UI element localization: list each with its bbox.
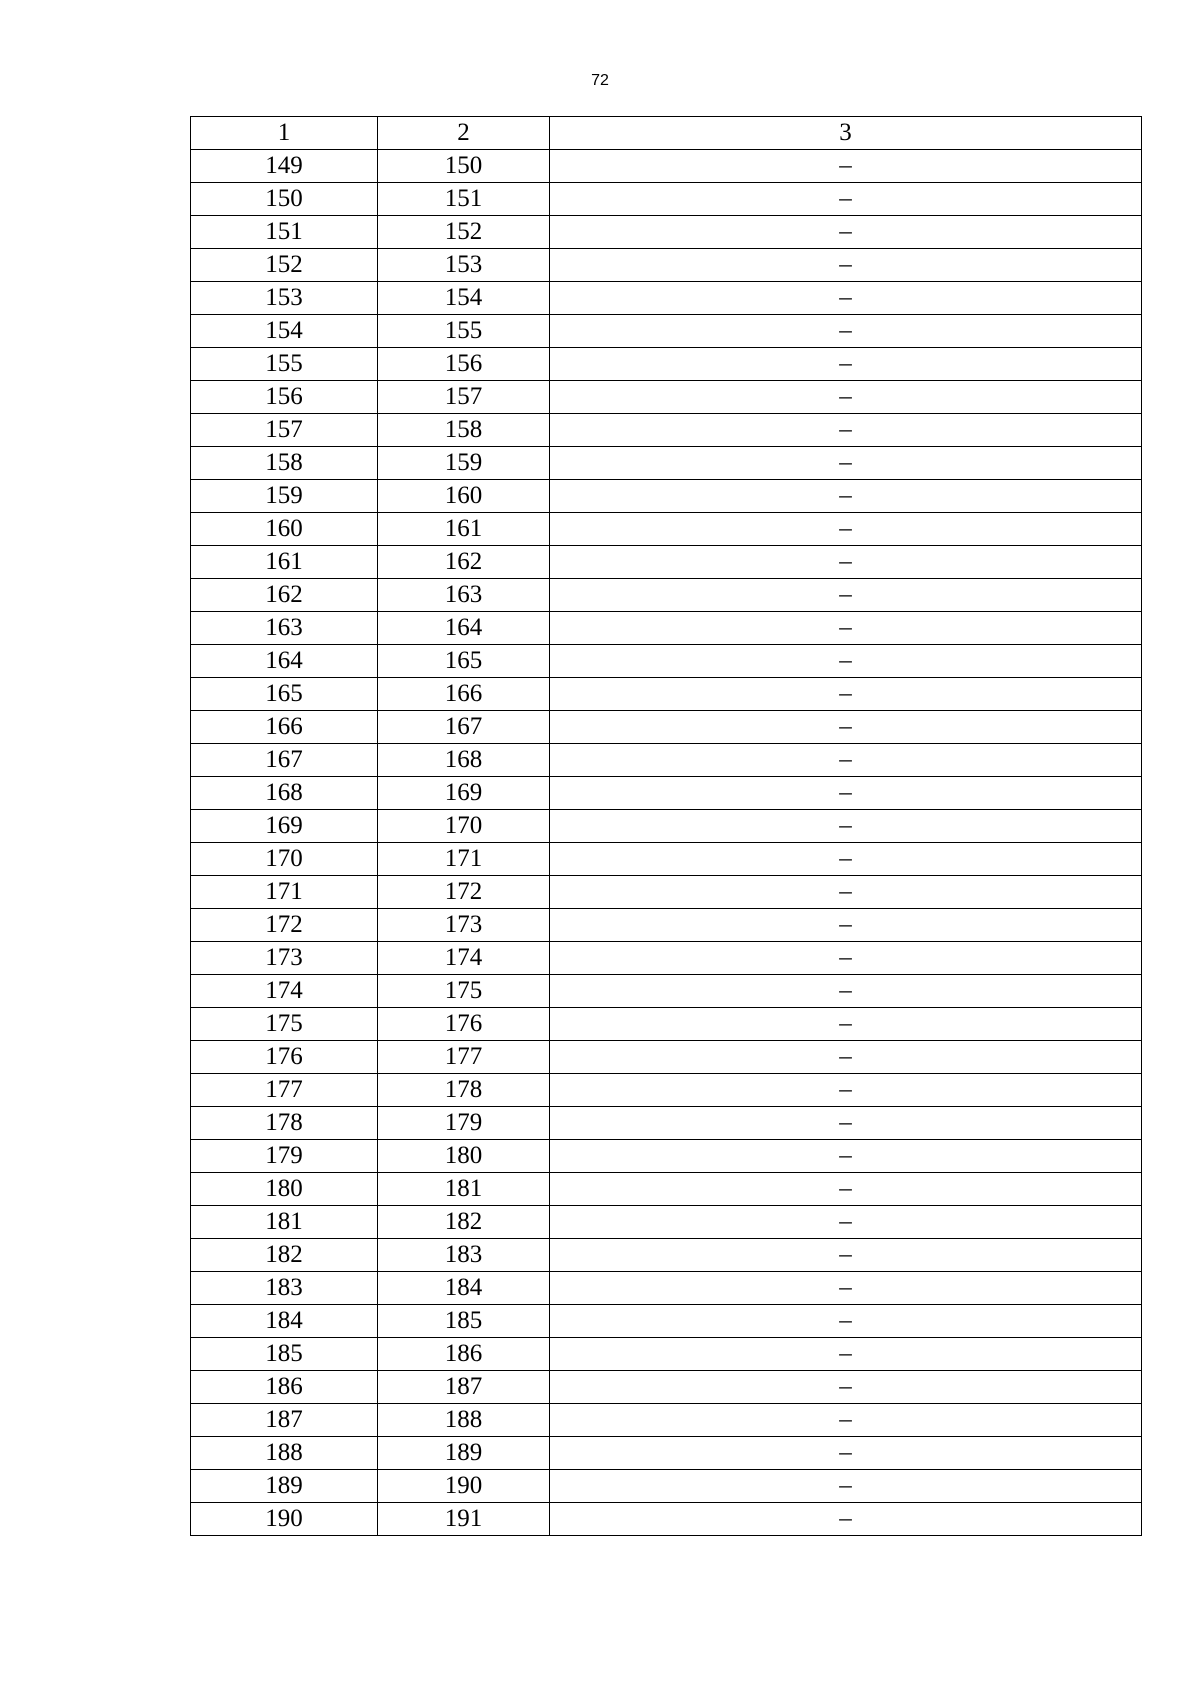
table-cell-col3: –: [550, 1404, 1142, 1437]
table-cell-col2: 176: [378, 1008, 550, 1041]
table-cell-col2: 189: [378, 1437, 550, 1470]
table-cell-col1: 182: [191, 1239, 378, 1272]
table-row: [191, 447, 1142, 480]
table-cell-col1: 157: [191, 414, 378, 447]
table-cell-col2: 185: [378, 1305, 550, 1338]
column-header-1: 1: [191, 117, 378, 150]
table-cell-col1: 170: [191, 843, 378, 876]
table-row: [191, 315, 1142, 348]
table-row: [191, 282, 1142, 315]
table-row: [191, 1041, 1142, 1074]
table-cell-col3: –: [550, 843, 1142, 876]
table-cell-col2: 181: [378, 1173, 550, 1206]
table-cell-col1: 189: [191, 1470, 378, 1503]
table-cell-col1: 162: [191, 579, 378, 612]
table-cell-col1: 174: [191, 975, 378, 1008]
table-cell-col3: –: [550, 546, 1142, 579]
table-cell-col2: 150: [378, 150, 550, 183]
table-cell-col3: –: [550, 1173, 1142, 1206]
table-cell-col3: –: [550, 711, 1142, 744]
table-cell-col3: –: [550, 150, 1142, 183]
table-cell-col1: 155: [191, 348, 378, 381]
table-cell-col2: 171: [378, 843, 550, 876]
table-cell-col1: 158: [191, 447, 378, 480]
table-cell-col1: 159: [191, 480, 378, 513]
table-row: [191, 777, 1142, 810]
table-cell-col3: –: [550, 645, 1142, 678]
table-cell-col2: 166: [378, 678, 550, 711]
table-cell-col3: –: [550, 876, 1142, 909]
table-row: [191, 876, 1142, 909]
table-row: [191, 381, 1142, 414]
table-cell-col2: 178: [378, 1074, 550, 1107]
table-cell-col3: –: [550, 612, 1142, 645]
table-cell-col3: –: [550, 414, 1142, 447]
table-cell-col2: 159: [378, 447, 550, 480]
table-row: [191, 1272, 1142, 1305]
table-row: [191, 1338, 1142, 1371]
table-cell-col1: 183: [191, 1272, 378, 1305]
table-row: [191, 1470, 1142, 1503]
table-cell-col3: –: [550, 1041, 1142, 1074]
table-cell-col2: 190: [378, 1470, 550, 1503]
table-cell-col1: 188: [191, 1437, 378, 1470]
table-cell-col1: 180: [191, 1173, 378, 1206]
table-cell-col3: –: [550, 1107, 1142, 1140]
table-cell-col2: 164: [378, 612, 550, 645]
table-cell-col2: 182: [378, 1206, 550, 1239]
table-cell-col1: 175: [191, 1008, 378, 1041]
table-row: [191, 843, 1142, 876]
table-cell-col2: 161: [378, 513, 550, 546]
table-row: [191, 1239, 1142, 1272]
table-row: [191, 942, 1142, 975]
table-cell-col1: 176: [191, 1041, 378, 1074]
table-row: [191, 711, 1142, 744]
table-cell-col3: –: [550, 1239, 1142, 1272]
table-cell-col1: 171: [191, 876, 378, 909]
table-cell-col3: –: [550, 810, 1142, 843]
table-row: [191, 249, 1142, 282]
table-row: [191, 1206, 1142, 1239]
table-row: [191, 414, 1142, 447]
table-row: [191, 348, 1142, 381]
table-cell-col1: 178: [191, 1107, 378, 1140]
table-cell-col3: –: [550, 513, 1142, 546]
table-cell-col3: –: [550, 975, 1142, 1008]
table-cell-col2: 172: [378, 876, 550, 909]
table-cell-col3: –: [550, 249, 1142, 282]
table-row: [191, 909, 1142, 942]
table-row: [191, 1437, 1142, 1470]
table-cell-col2: 165: [378, 645, 550, 678]
table-cell-col3: –: [550, 942, 1142, 975]
table-cell-col1: 150: [191, 183, 378, 216]
table-row: [191, 1371, 1142, 1404]
table-cell-col3: –: [550, 1074, 1142, 1107]
table-cell-col2: 158: [378, 414, 550, 447]
table-cell-col2: 155: [378, 315, 550, 348]
table-cell-col1: 151: [191, 216, 378, 249]
table-cell-col3: –: [550, 1437, 1142, 1470]
table-cell-col3: –: [550, 381, 1142, 414]
table-cell-col3: –: [550, 216, 1142, 249]
table-row: [191, 678, 1142, 711]
table-cell-col1: 167: [191, 744, 378, 777]
table-row: [191, 1140, 1142, 1173]
table-cell-col3: –: [550, 282, 1142, 315]
table-cell-col2: 169: [378, 777, 550, 810]
table-cell-col3: –: [550, 909, 1142, 942]
column-header-2: 2: [378, 117, 550, 150]
table-cell-col3: –: [550, 348, 1142, 381]
table-cell-col1: 186: [191, 1371, 378, 1404]
table-cell-col3: –: [550, 183, 1142, 216]
table-row: [191, 1008, 1142, 1041]
data-table: [190, 116, 1142, 1536]
table-row: [191, 546, 1142, 579]
table-row: [191, 1107, 1142, 1140]
table-cell-col3: –: [550, 1305, 1142, 1338]
table-cell-col3: –: [550, 1206, 1142, 1239]
table-cell-col2: 152: [378, 216, 550, 249]
table-cell-col2: 154: [378, 282, 550, 315]
table-cell-col3: –: [550, 744, 1142, 777]
table-cell-col2: 153: [378, 249, 550, 282]
table-cell-col1: 168: [191, 777, 378, 810]
table-row: [191, 810, 1142, 843]
table-cell-col2: 175: [378, 975, 550, 1008]
table-row: [191, 1074, 1142, 1107]
table-cell-col1: 149: [191, 150, 378, 183]
table-cell-col2: 151: [378, 183, 550, 216]
table-cell-col1: 166: [191, 711, 378, 744]
table-cell-col2: 157: [378, 381, 550, 414]
table-cell-col1: 173: [191, 942, 378, 975]
table-cell-col1: 163: [191, 612, 378, 645]
table-cell-col2: 186: [378, 1338, 550, 1371]
table-cell-col1: 152: [191, 249, 378, 282]
table-cell-col1: 187: [191, 1404, 378, 1437]
table-cell-col3: –: [550, 1503, 1142, 1536]
table-cell-col2: 191: [378, 1503, 550, 1536]
table-cell-col1: 169: [191, 810, 378, 843]
table-cell-col2: 187: [378, 1371, 550, 1404]
table-cell-col2: 167: [378, 711, 550, 744]
table-cell-col3: –: [550, 1140, 1142, 1173]
table-row: [191, 513, 1142, 546]
table-body: [191, 150, 1142, 1536]
table-cell-col3: –: [550, 1470, 1142, 1503]
table-row: [191, 579, 1142, 612]
table-cell-col2: 184: [378, 1272, 550, 1305]
table-cell-col2: 162: [378, 546, 550, 579]
table-cell-col2: 156: [378, 348, 550, 381]
table-cell-col3: –: [550, 1272, 1142, 1305]
table-row: [191, 645, 1142, 678]
table-cell-col3: –: [550, 579, 1142, 612]
table-cell-col2: 170: [378, 810, 550, 843]
table-cell-col1: 153: [191, 282, 378, 315]
table-row: [191, 612, 1142, 645]
table-cell-col1: 165: [191, 678, 378, 711]
table-cell-col2: 177: [378, 1041, 550, 1074]
table-cell-col2: 183: [378, 1239, 550, 1272]
table-cell-col1: 172: [191, 909, 378, 942]
column-header-3: 3: [550, 117, 1142, 150]
table-cell-col1: 160: [191, 513, 378, 546]
table-row: [191, 1173, 1142, 1206]
table-cell-col3: –: [550, 678, 1142, 711]
table-cell-col1: 156: [191, 381, 378, 414]
table-cell-col3: –: [550, 1371, 1142, 1404]
table-cell-col2: 188: [378, 1404, 550, 1437]
table-header: [191, 117, 1142, 150]
table-row: [191, 183, 1142, 216]
table-cell-col1: 184: [191, 1305, 378, 1338]
table-cell-col3: –: [550, 1008, 1142, 1041]
table-cell-col2: 173: [378, 909, 550, 942]
table-row: [191, 744, 1142, 777]
table-cell-col3: –: [550, 777, 1142, 810]
table-cell-col1: 185: [191, 1338, 378, 1371]
table-row: [191, 1503, 1142, 1536]
table-cell-col3: –: [550, 480, 1142, 513]
table-cell-col2: 168: [378, 744, 550, 777]
table-row: [191, 150, 1142, 183]
table-cell-col3: –: [550, 447, 1142, 480]
table-row: [191, 480, 1142, 513]
table-row: [191, 975, 1142, 1008]
table-cell-col1: 154: [191, 315, 378, 348]
table-row: [191, 216, 1142, 249]
table-cell-col2: 174: [378, 942, 550, 975]
table-cell-col2: 179: [378, 1107, 550, 1140]
table-cell-col1: 161: [191, 546, 378, 579]
table-row: [191, 1305, 1142, 1338]
table-cell-col2: 163: [378, 579, 550, 612]
table-cell-col1: 177: [191, 1074, 378, 1107]
table-cell-col1: 164: [191, 645, 378, 678]
table-cell-col2: 160: [378, 480, 550, 513]
table-cell-col1: 179: [191, 1140, 378, 1173]
table-cell-col3: –: [550, 315, 1142, 348]
header-row: [191, 117, 1142, 150]
page-number: 72: [591, 72, 609, 89]
table-cell-col1: 190: [191, 1503, 378, 1536]
table-cell-col2: 180: [378, 1140, 550, 1173]
table-cell-col1: 181: [191, 1206, 378, 1239]
table-cell-col3: –: [550, 1338, 1142, 1371]
table-row: [191, 1404, 1142, 1437]
